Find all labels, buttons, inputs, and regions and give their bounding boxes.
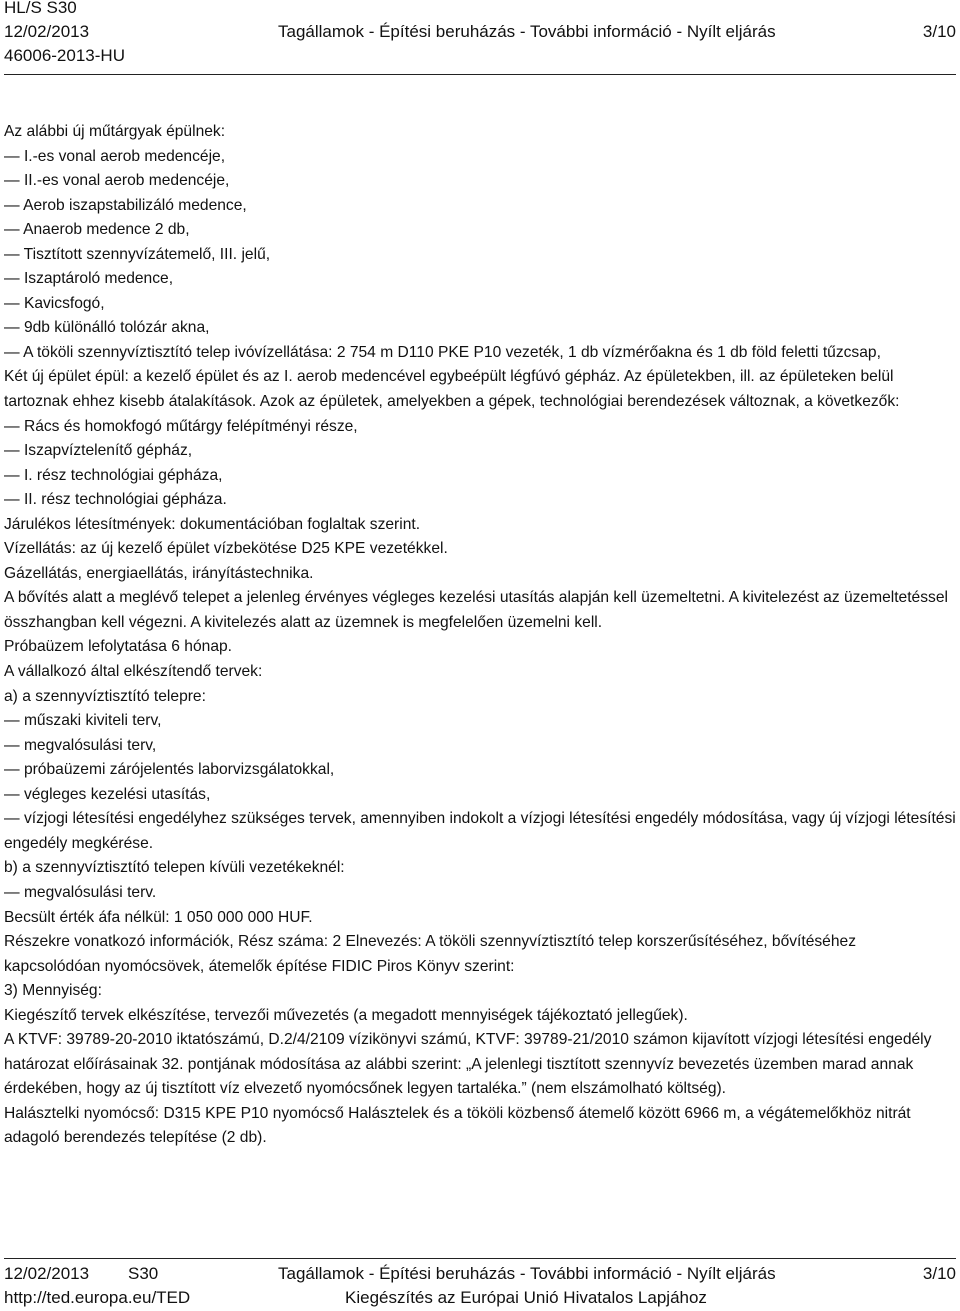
- header-divider: [4, 74, 956, 75]
- paragraph: a) a szennyvíztisztító telepre:: [4, 687, 206, 705]
- footer-page-number: 3/10: [922, 1264, 956, 1283]
- list-item: — vízjogi létesítési engedélyhez szükséges tervek, amennyiben indokolt a vízjogi létesítési engedély módosítása, vagy új vízjogi létesítési engedély megkérése.: [4, 807, 956, 856]
- footer-link[interactable]: http://ted.europa.eu/TED: [4, 1288, 191, 1307]
- list-item: — Anaerob medence 2 db,: [4, 218, 956, 243]
- footer-date: 12/02/2013: [4, 1264, 90, 1283]
- page-header: [4, 0, 956, 70]
- header-page-number: 3/10: [922, 22, 956, 41]
- list-item: — Iszapvíztelenítő gépház,: [4, 439, 956, 464]
- footer-publisher: Kiegészítés az Európai Unió Hivatalos Lapjához: [345, 1288, 707, 1307]
- list-item: — próbaüzemi zárójelentés laborvizsgálatokkal,: [4, 758, 956, 783]
- paragraph: A bővítés alatt a meglévő telepet a jelenleg érvényes végleges kezelési utasítás alapján kell üzemeltetni. A kivitelezést az üzemeltetéssel összhangban kell végezni. A kivitelezés alatt az üzemnek is megfelelően üzemelni kell.: [4, 589, 948, 631]
- footer-title: Tagállamok - Építési beruházás - További információ - Nyílt eljárás: [278, 1264, 776, 1283]
- paragraph: 3) Mennyiség:: [4, 982, 102, 1000]
- page-footer: [4, 1262, 956, 1310]
- paragraph: Kiegészítő tervek elkészítése, tervezői művezetés (a megadott mennyiségek tájékoztató jellegűek).: [4, 1006, 688, 1024]
- paragraph: Gázellátás, energiaellátás, irányítástechnika.: [4, 564, 314, 582]
- footer-divider: [4, 1258, 956, 1259]
- paragraph: A vállalkozó által elkészítendő tervek:: [4, 663, 263, 681]
- paragraph: Járulékos létesítmények: dokumentációban foglaltak szerint.: [4, 515, 421, 533]
- paragraph: Két új épület épül: a kezelő épület és az I. aerob medencével egybeépült légfúvó gépház. Az épületekben, ill. az épületeken belül tartoznak ehhez kisebb átalakítások. Azok az épületek, amelyekben a gépek, technológiai berendezések változnak, a következők:: [4, 368, 900, 411]
- header-title: Tagállamok - Építési beruházás - További információ - Nyílt eljárás: [278, 22, 776, 41]
- list-item: — Rács és homokfogó műtárgy felépítményi része,: [4, 415, 956, 440]
- list-item: — megvalósulási terv,: [4, 734, 956, 759]
- list-item: — II.-es vonal aerob medencéje,: [4, 169, 956, 194]
- list-item: — megvalósulási terv.: [4, 881, 956, 906]
- paragraph: Próbaüzem lefolytatása 6 hónap.: [4, 638, 232, 656]
- paragraph: A KTVF: 39789-20-2010 iktatószámú, D.2/4/2109 vízikönyvi számú, KTVF: 39789-21/2010 számon kijavított vízjogi létesítési engedély határozat előírásainak 32. pontjának módosítása az alábbi szerint: „A jelenlegi tisztított szennyvíz bevezetés üzemben marad annak érdekében, hogy az új tisztított víz elvezető nyomócsőnek legyen tartaléka.” (nem elszámolható költség).: [4, 1031, 932, 1098]
- paragraph: Vízellátás: az új kezelő épület vízbekötése D25 KPE vezetékkel.: [4, 540, 448, 558]
- list-item: — 9db különálló tolózár akna,: [4, 316, 956, 341]
- list-item: — Kavicsfogó,: [4, 292, 956, 317]
- list-item: — Aerob iszapstabilizáló medence,: [4, 194, 956, 219]
- header-date: 12/02/2013: [4, 22, 90, 41]
- list-item: — A tököli szennyvíztisztító telep ivóvízellátása: 2 754 m D110 PKE P10 vezeték, 1 db vízmérőakna és 1 db föld feletti tűzcsap,: [4, 341, 956, 366]
- list-item: — végleges kezelési utasítás,: [4, 783, 956, 808]
- list-item: — II. rész technológiai gépháza.: [4, 488, 956, 513]
- paragraph: b) a szennyvíztisztító telepen kívüli vezetékeknél:: [4, 859, 345, 877]
- document-body: [4, 120, 956, 1151]
- paragraph: Becsült érték áfa nélkül: 1 050 000 000 HUF.: [4, 908, 313, 926]
- paragraph: Az alábbi új műtárgyak épülnek:: [4, 123, 226, 140]
- paragraph: Részekre vonatkozó információk, Rész száma: 2 Elnevezés: A tököli szennyvíztisztító telep korszerűsítéséhez, bővítéséhez kapcsolódóan nyomócsövek, átemelők építése FIDIC Piros Könyv szerint:: [4, 933, 856, 975]
- list-item: — I. rész technológiai gépháza,: [4, 464, 956, 489]
- list-item: — I.-es vonal aerob medencéje,: [4, 145, 956, 170]
- header-notice-id: 46006-2013-HU: [4, 46, 125, 65]
- footer-series: S30: [128, 1264, 159, 1283]
- list-item: — Iszaptároló medence,: [4, 267, 956, 292]
- header-series: HL/S S30: [4, 0, 77, 17]
- paragraph: Halásztelki nyomócső: D315 KPE P10 nyomócső Halásztelek és a tököli közbenső átemelő között 6966 m, a végátemelőkhöz nitrát adagoló berendezés telepítése (2 db).: [4, 1104, 911, 1147]
- list-item: — Tisztított szennyvízátemelő, III. jelű,: [4, 243, 956, 268]
- list-item: — műszaki kiviteli terv,: [4, 709, 956, 734]
